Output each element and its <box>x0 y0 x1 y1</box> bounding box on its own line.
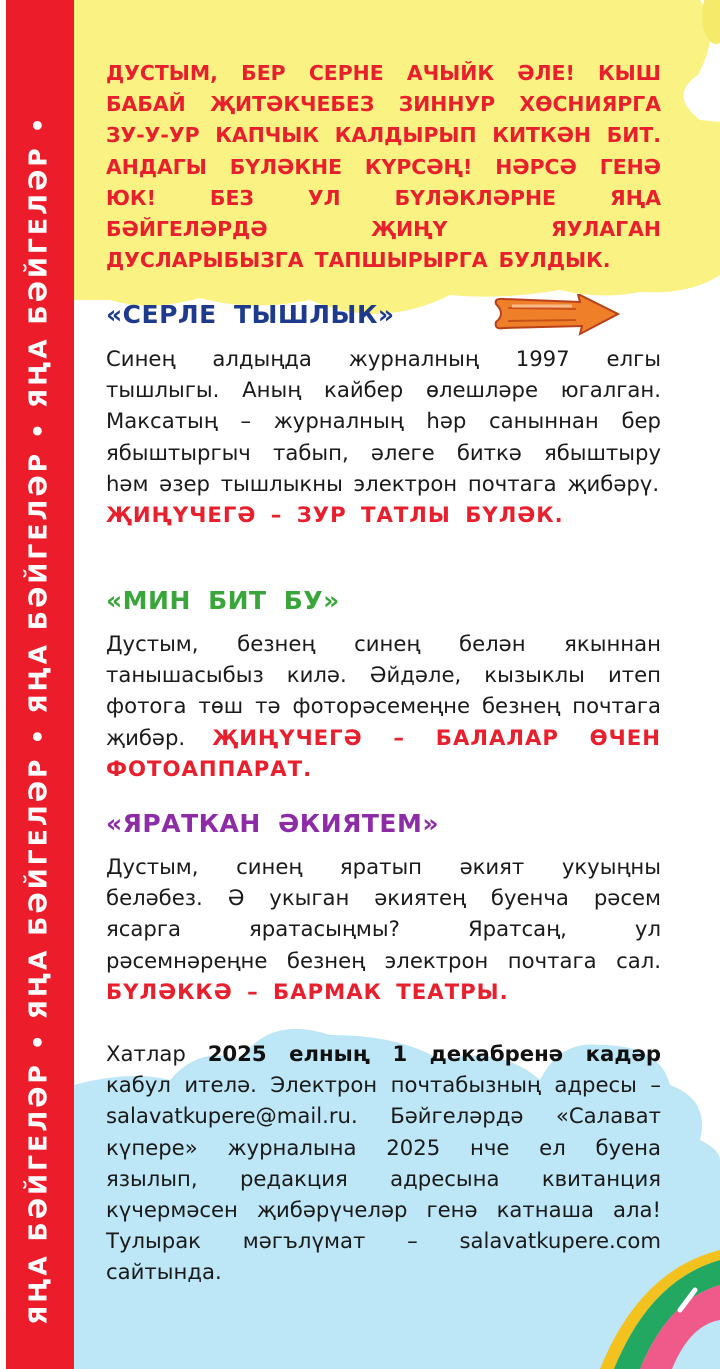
contest-1-title: «СЕРЛЕ ТЫШЛЫК» <box>106 300 395 329</box>
contest-3-text: Дустым, синең яратып әкият укуыңны беләбез. Ә укыган әкиятең буенча рәсем ясарга яратасыңмы? Яратсаң, ул рәсемнәреңне безнең электрон почтага сал. <box>106 854 661 973</box>
contest-3-prize: БҮЛӘККӘ – БАРМАК ТЕАТРЫ. <box>106 978 509 1004</box>
contest-1-body <box>106 343 661 530</box>
footer-prefix: Хатлар <box>106 1041 186 1066</box>
footer-info <box>106 1038 661 1288</box>
contest-3-body <box>106 851 661 1007</box>
contest-2-body <box>106 628 661 784</box>
contest-2-text: Дустым, безнең синең белән якыннан танышасыбыз килә. Әйдәле, кызыклы итеп фотога төш тә фоторәсемеңне безнең почтага җибәр. <box>106 631 661 750</box>
intro-text: ДУСТЫМ, БЕР СЕРНЕ АЧЫЙК ӘЛЕ! КЫШ БАБАЙ ҖИТӘКЧЕБЕЗ ЗИННУР ХӨСНИЯРГА ЗУ-У-УР КАПЧЫК КАЛДЫРЫП КИТКӘН БИТ. АНДАГЫ БҮЛӘКНЕ КҮРСӘҢ! НӘРСӘ ГЕНӘ ЮК! БЕЗ УЛ БҮЛӘКЛӘРНЕ ЯҢА БӘЙГЕЛӘРДӘ ҖИҢҮ ЯУЛАГАН ДУСЛАРЫБЫЗГА ТАПШЫРЫРГА БУЛДЫК. <box>106 61 661 273</box>
contest-2-title: «МИН БИТ БУ» <box>106 586 340 615</box>
footer-details: кабул ителә. Электрон почтабызның адресы – salavatkupere@mail.ru. Бәйгеләрдә «Салават күпере» журналына 2025 нче ел буена язылып, редакция адресына квитанция күчермәсен җибәрүчеләр генә катнаша ала! Тулырак мәгълүмат – salavatkupere.com сайтында. <box>106 1072 661 1285</box>
contest-3-title: «ЯРАТКАН ӘКИЯТЕМ» <box>106 809 440 838</box>
contest-1-text: Синең алдыңда журналның 1997 елгы тышлыгы. Аның кайбер өлешләре югалган. Максатың – журналның һәр саныннан бер ябыштыргыч табып, әлеге биткә ябыштыру һәм әзер тышлыкны электрон почтага җибәрү. <box>106 346 661 496</box>
contest-2-prize: ҖИҢҮЧЕГӘ – БАЛАЛАР ӨЧЕН ФОТОАППАРАТ. <box>106 724 661 781</box>
contest-1-prize: ҖИҢҮЧЕГӘ – ЗУР ТАТЛЫ БҮЛӘК. <box>106 502 564 528</box>
footer-deadline: 2025 елның 1 декабренә кадәр <box>207 1041 661 1066</box>
sidebar-banner-text: ЯҢА БӘЙГЕЛӘР • ЯҢА БӘЙГЕЛӘР • ЯҢА БӘЙГЕЛӘР • ЯҢА БӘЙГЕЛӘР • <box>23 114 53 1325</box>
